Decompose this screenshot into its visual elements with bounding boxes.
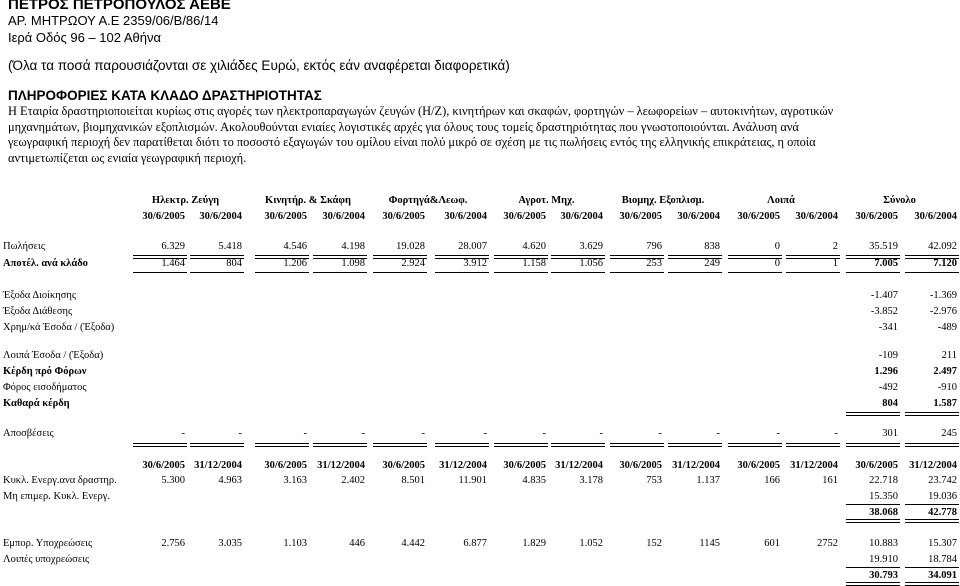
period-header: 30/6/2004	[444, 211, 487, 222]
segment-header: Φορτηγά&Λεωφ.	[388, 195, 468, 206]
table-cell: -	[421, 428, 425, 439]
row-label: Κέρδη πρό Φόρων	[3, 366, 87, 377]
table-cell: 4.963	[218, 475, 242, 486]
column-rule	[668, 443, 722, 447]
row-label: Κυκλ. Ενεργ.ανα δραστηρ.	[3, 475, 117, 486]
company-name: ΠΕΤΡΟΣ ΠΕΤΡΟΠΟΥΛΟΣ ΑΕΒΕ	[8, 0, 231, 13]
table-cell: 2.402	[341, 475, 365, 486]
section-title: ΠΛΗΡΟΦΟΡΙΕΣ ΚΑΤΑ ΚΛΑΔΟ ΔΡΑΣΤΗΡΙΟΤΗΤΑΣ	[8, 88, 322, 103]
segment-header: Κινητήρ. & Σκάφη	[265, 195, 351, 206]
row-label: Έξοδα Διοίκησης	[3, 290, 77, 301]
column-rule	[373, 443, 427, 447]
table-cell: 446	[349, 538, 365, 549]
column-rule	[133, 443, 187, 447]
table-cell: 1.098	[341, 258, 365, 269]
paragraph-line: γεωγραφική περιοχή δεν παρατίθεται διότι το ποσοστό εξαγωγών του ομίλου είναι πολύ μικρό σε σχέση με τις πωλήσεις εντός της ελληνικής επικράτειας, η οποία	[8, 135, 816, 150]
table-cell: 253	[646, 258, 662, 269]
row-label: Καθαρά κέρδη	[3, 398, 70, 409]
column-rule	[435, 443, 489, 447]
column-rule	[905, 582, 959, 586]
table-cell: 0	[774, 241, 780, 252]
table-cell: -2.976	[929, 306, 957, 317]
period-header: 31/12/2004	[555, 460, 603, 471]
table-cell: 245	[941, 428, 957, 439]
period-header: 30/6/2005	[737, 460, 780, 471]
table-cell: 3.629	[579, 241, 603, 252]
table-cell: 19.910	[869, 554, 898, 565]
period-header: 30/6/2004	[560, 211, 603, 222]
table-cell: -	[776, 428, 780, 439]
period-header: 30/6/2004	[199, 211, 242, 222]
column-rule	[190, 272, 244, 273]
column-rule	[190, 443, 244, 447]
column-rule	[846, 272, 900, 273]
table-cell: 4.442	[401, 538, 425, 549]
table-cell: 1.296	[874, 366, 898, 377]
table-cell: 4.620	[522, 241, 546, 252]
table-cell: -	[599, 428, 603, 439]
table-cell: 15.350	[869, 491, 898, 502]
period-header: 30/6/2005	[142, 211, 185, 222]
table-cell: -	[658, 428, 662, 439]
table-cell: 601	[764, 538, 780, 549]
column-rule	[610, 443, 664, 447]
table-cell: 1.464	[161, 258, 185, 269]
table-cell: 804	[226, 258, 242, 269]
column-rule	[133, 272, 187, 273]
table-cell: -	[303, 428, 307, 439]
column-rule	[905, 504, 959, 505]
period-header: 30/6/2005	[855, 211, 898, 222]
row-label: Λοιπά Έσοδα / (Έξοδα)	[3, 350, 104, 361]
table-cell: 7.120	[933, 258, 957, 269]
table-cell: 15.307	[928, 538, 957, 549]
table-cell: 19.028	[396, 241, 425, 252]
period-header: 30/6/2005	[264, 460, 307, 471]
column-rule	[551, 443, 605, 447]
table-cell: 3.912	[463, 258, 487, 269]
period-header: 31/12/2004	[317, 460, 365, 471]
period-header: 30/6/2005	[264, 211, 307, 222]
table-cell: 838	[704, 241, 720, 252]
table-cell: 1.829	[522, 538, 546, 549]
table-cell: 22.718	[869, 475, 898, 486]
table-cell: 1	[832, 258, 838, 269]
table-cell: 2	[832, 241, 838, 252]
period-header: 31/12/2004	[672, 460, 720, 471]
table-cell: -1.407	[870, 290, 898, 301]
table-cell: 1.158	[522, 258, 546, 269]
table-cell: -1.369	[929, 290, 957, 301]
amounts-note: (Όλα τα ποσά παρουσιάζονται σε χιλιάδες Ευρώ, εκτός εάν αναφέρεται διαφορετικά)	[8, 58, 510, 73]
column-rule	[255, 272, 309, 273]
table-cell: 8.501	[401, 475, 425, 486]
table-cell: 804	[882, 398, 898, 409]
column-rule	[313, 272, 367, 273]
period-header: 30/6/2005	[503, 211, 546, 222]
table-cell: -	[716, 428, 720, 439]
row-label: Πωλήσεις	[3, 241, 46, 252]
table-cell: -109	[878, 350, 898, 361]
table-cell: 2.497	[933, 366, 957, 377]
table-cell: 1.056	[579, 258, 603, 269]
table-cell: -	[238, 428, 242, 439]
column-rule	[786, 443, 840, 447]
period-header: 30/6/2004	[322, 211, 365, 222]
table-cell: 161	[822, 475, 838, 486]
table-cell: 42.092	[928, 241, 957, 252]
period-header: 30/6/2004	[914, 211, 957, 222]
table-cell: -492	[878, 382, 898, 393]
table-cell: -	[181, 428, 185, 439]
table-cell: 1.587	[933, 398, 957, 409]
column-rule	[313, 443, 367, 447]
period-header: 30/6/2005	[142, 460, 185, 471]
column-rule	[494, 443, 548, 447]
segment-paragraph	[8, 104, 956, 166]
table-cell: 4.835	[522, 475, 546, 486]
column-rule	[846, 567, 900, 568]
table-cell: 152	[646, 538, 662, 549]
paragraph-line: αντιμετωπίζεται ως ενιαία γεωγραφική περιοχή.	[8, 150, 247, 165]
table-cell: 3.178	[579, 475, 603, 486]
table-cell: 38.068	[869, 507, 898, 518]
table-cell: 4.198	[341, 241, 365, 252]
table-cell: 35.519	[869, 241, 898, 252]
row-label: Έξοδα Διάθεσης	[3, 306, 73, 317]
company-registry: ΑΡ. ΜΗΤΡΩΟΥ Α.Ε 2359/06/Β/86/14	[8, 13, 219, 28]
table-cell: 2.756	[161, 538, 185, 549]
column-rule	[435, 272, 489, 273]
period-header: 30/6/2005	[619, 460, 662, 471]
table-cell: -	[542, 428, 546, 439]
table-cell: 4.546	[283, 241, 307, 252]
table-cell: 5.300	[161, 475, 185, 486]
table-cell: 42.778	[928, 507, 957, 518]
column-rule	[846, 504, 900, 505]
table-cell: 7.005	[874, 258, 898, 269]
period-header: 30/6/2004	[677, 211, 720, 222]
table-cell: 18.784	[928, 554, 957, 565]
table-cell: -	[834, 428, 838, 439]
table-cell: 249	[704, 258, 720, 269]
table-cell: 34.091	[928, 570, 957, 581]
row-label: Αποσβέσεις	[3, 428, 54, 439]
table-cell: 1.052	[579, 538, 603, 549]
table-cell: 0	[774, 258, 780, 269]
table-cell: -489	[937, 322, 957, 333]
segment-header: Αγροτ. Μηχ.	[518, 195, 575, 206]
table-cell: 23.742	[928, 475, 957, 486]
table-cell: 1.206	[283, 258, 307, 269]
table-cell: 3.163	[283, 475, 307, 486]
row-label: Φόρος εισοδήματος	[3, 382, 87, 393]
paragraph-line: μηχανημάτων, βιομηχανικών εξοπλισμών. Ακολουθούνται ενιαίες λογιστικές αρχές για όλους τους τομείς δραστηριότητας που γνωστοποιούνται. Ανάλυση ανά	[8, 119, 799, 134]
table-cell: 753	[646, 475, 662, 486]
period-header: 30/6/2005	[382, 460, 425, 471]
table-cell: 2752	[817, 538, 838, 549]
period-header: 31/12/2004	[790, 460, 838, 471]
row-label: Λοιπές υποχρεώσεις	[3, 554, 90, 565]
row-label: Χρημ/κά Έσοδα / (Έξοδα)	[3, 322, 115, 333]
column-rule	[846, 519, 900, 523]
period-header: 30/6/2004	[795, 211, 838, 222]
period-header: 30/6/2005	[503, 460, 546, 471]
table-cell: -910	[937, 382, 957, 393]
segment-header: Σύνολο	[883, 195, 916, 206]
period-header: 31/12/2004	[439, 460, 487, 471]
period-header: 31/12/2004	[909, 460, 957, 471]
period-header: 30/6/2005	[737, 211, 780, 222]
column-rule	[846, 582, 900, 586]
table-cell: 301	[882, 428, 898, 439]
column-rule	[905, 272, 959, 273]
table-cell: 211	[941, 350, 957, 361]
table-cell: 1.137	[696, 475, 720, 486]
segment-header: Λοιπά	[767, 195, 795, 206]
table-cell: 10.883	[869, 538, 898, 549]
table-cell: 2.924	[401, 258, 425, 269]
column-rule	[905, 443, 959, 447]
period-header: 31/12/2004	[194, 460, 242, 471]
column-rule	[668, 272, 722, 273]
table-cell: 6.877	[463, 538, 487, 549]
column-rule	[905, 519, 959, 523]
table-cell: -341	[878, 322, 898, 333]
table-cell: 5.418	[218, 241, 242, 252]
table-cell: 1145	[699, 538, 720, 549]
row-label: Εμπορ. Υποχρεώσεις	[3, 538, 93, 549]
period-header: 30/6/2005	[855, 460, 898, 471]
table-cell: 796	[646, 241, 662, 252]
table-cell: -3.852	[870, 306, 898, 317]
table-cell: 1.103	[283, 538, 307, 549]
table-cell: 166	[764, 475, 780, 486]
column-rule	[255, 443, 309, 447]
table-cell: 3.035	[218, 538, 242, 549]
table-cell: -	[361, 428, 365, 439]
segment-header: Βιομηχ. Εξοπλισμ.	[621, 195, 705, 206]
column-rule	[846, 443, 900, 447]
table-cell: 11.901	[458, 475, 487, 486]
table-cell: -	[483, 428, 487, 439]
column-rule	[905, 412, 959, 416]
column-rule	[551, 272, 605, 273]
company-address: Ιερά Οδός 96 – 102 Αθήνα	[8, 30, 162, 45]
period-header: 30/6/2005	[619, 211, 662, 222]
row-label: Μη επιμερ. Κυκλ. Ενεργ.	[3, 491, 111, 502]
column-rule	[905, 567, 959, 568]
column-rule	[610, 272, 664, 273]
column-rule	[728, 272, 782, 273]
column-rule	[728, 443, 782, 447]
column-rule	[494, 272, 548, 273]
table-cell: 19.036	[928, 491, 957, 502]
segment-header: Ηλεκτρ. Ζεύγη	[151, 195, 220, 206]
table-cell: 30.793	[869, 570, 898, 581]
column-rule	[373, 272, 427, 273]
column-rule	[846, 412, 900, 416]
paragraph-line: Η Εταιρία δραστηριοποιείται κυρίως στις αγορές των ηλεκτροπαραγωγών ζευγών (Η/Ζ), κινητήρων και σκαφών, φορτηγών – λεωφορείων – αυτοκινήτων, αγροτικών	[8, 104, 834, 118]
row-label: Αποτέλ. ανά κλάδο	[3, 258, 88, 269]
column-rule	[786, 272, 840, 273]
table-cell: 6.329	[161, 241, 185, 252]
period-header: 30/6/2005	[382, 211, 425, 222]
table-cell: 28.007	[458, 241, 487, 252]
